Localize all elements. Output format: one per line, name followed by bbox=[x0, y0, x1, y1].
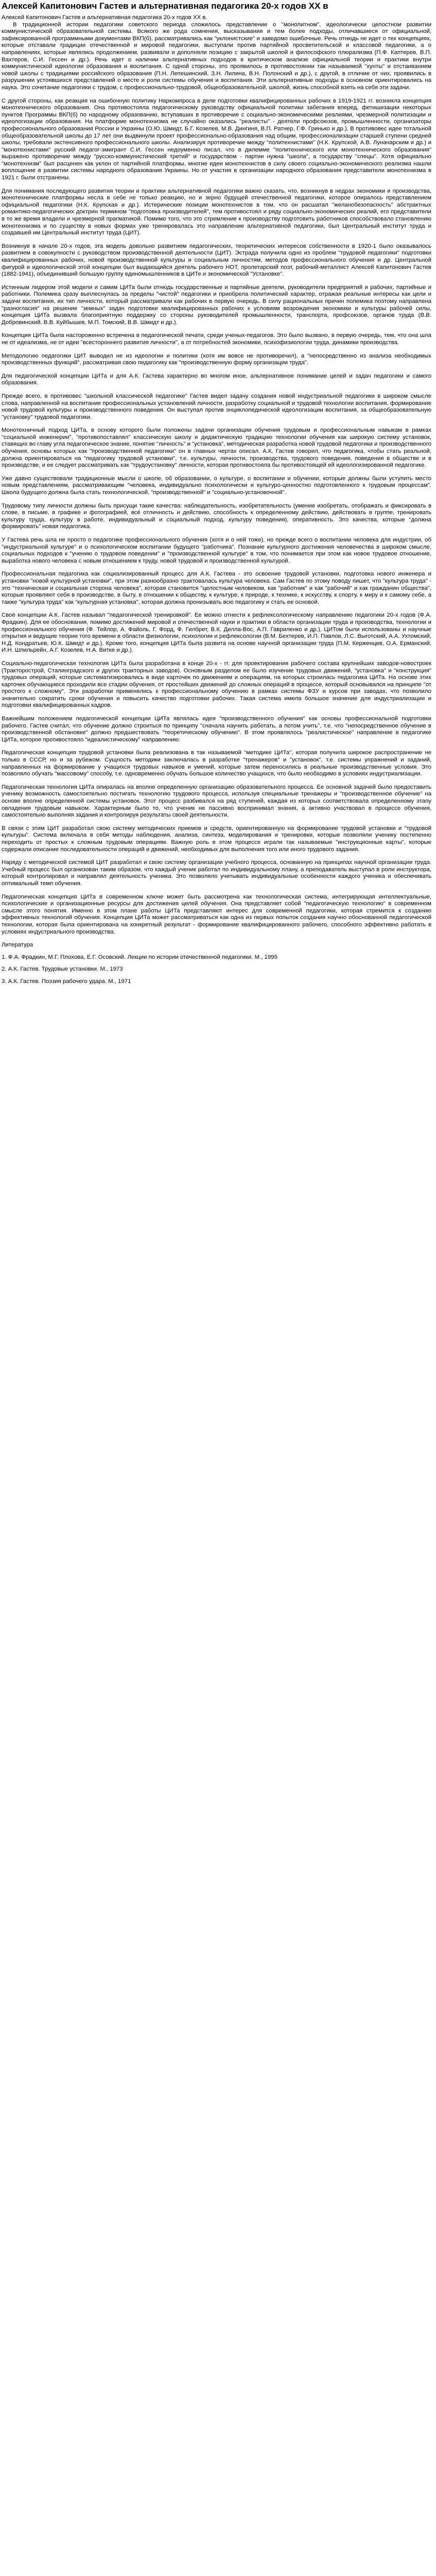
paragraph: Педагогическая концепция ЦИТа в современном ключе может быть рассмотрена как технологическая система, интегрирующая интеллектуальные, психологические и организационные ресурсы для достижения целей обучения. Она представляет собой "педагогическую технологию" в современном смысле этого понятия. Именно в этом плане работы ЦИТа представляют интерес для современной педагогики, которая стремится к созданию эффективных технологий обучения. Концепция ЦИТа может рассматриваться как одна из первых попыток создания научно обоснованной педагогической технологии, которая была ориентирована на конкретный результат - формирование квалифицированного рабочего, способного эффективно работать в условиях индустриального производства. bbox=[2, 893, 431, 935]
literature-list bbox=[2, 954, 431, 986]
literature-item: 1. Ф.А. Фрадкин, М.Г. Плохова, Е.Г. Осовский. Лекции по истории отечественной педагогики. М., 1995 bbox=[2, 954, 277, 960]
paragraph: Для понимания последующего развития теории и практики альтернативной педагогики важно сказать, что, возникнув в недрах экономики и производства, монотехнические платформы несла в себе не только реакцию, но и зерно будущей отечественной педагогики, которое опиралось представлением официальной педагогики (Н.К. Крупская и др.). Истерические позиции монотехнистов в том, что он расшатал "желанобезопасность" абстрактных романтико-педагогических доктрин термином "подготовка производителей", тем противостоял и ряду социально-экономических реалий, его представители в то же время владели и чрезмерной прагматикой. Помимо того, что это стремление к производству подготовить работников способствовало становлению монотехнизма и по существу в новых формах уже тренировалась это направление альтернативной педагогики, был Центральный институт труда и создавшей им Центральный институт труда (ЦИТ). bbox=[2, 188, 431, 236]
paragraph: Монотехничный подход ЦИТа, в основу которого были положены задачи организации обучения трудовым и профессиональным навыкам в рамках "социальной инженерии", "противопоставлял" классическую школу и дидактическую традицию технологии обучения как широкую систему установок, ставящих во главу угла педагогическое знание, понятие "личность" и "установка", методическая разработка новой трудовой педагогики и производственного обучения, основы которых как "производственной педагогики" он в главных чертах описал. А.К. Гастев говорил, что педагогика, чтобы стать реальной, должна ориентироваться на "педагогику трудовой установки", т.е. культуры, личности, производства, трудового поведения, поведения в обществе и в производстве, и ее следует рассматривать как "трудоустановку" личности, которая противостояла бы противостоящей ей идеологизированной педагогике. bbox=[2, 427, 431, 469]
paragraph: Возникнув в начале 20-х годов, эта модель довольно развитием педагогических, теоретических интересов собственности в 1920-1 было оказывалось развитием в совокупности с руководством производственной деятельности (ЦИТ). Эстрада получила одно из проблем "трудовой педагогики" подготовки квалифицированных рабочих, новой производственной культуры и социальным личностям, методов профессионального обучения и др. Центральной фигурой и идеологической этой концепции был выдающийся деятель рабочего НОТ, пролетарский поэт, рабочий-металлист Алексей Капитонович Гастев (1882-1941), объединивший большую группу единомышленников в ЦИТе и экономической "Установке". bbox=[2, 243, 431, 278]
paragraph: Наряду с методической системой ЦИТ разработал и свою систему организации учебного процесса, основанную на принципах научной организации труда. Учебный процесс был организован таким образом, что каждый ученик работал по индивидуальному плану, а преподаватель выступал в роли инструктора, который контролировал и направлял деятельность ученика. Это позволяло учитывать индивидуальные особенности каждого ученика и обеспечивать оптимальный темп обучения. bbox=[2, 859, 431, 887]
paragraph: Прежде всего, в противовес "школьной классической педагогике" Гастев видел задачу создания новой индустриальной педагогики в широком смысле слова, направленной на воспитание профессиональных установлений личности, разработку социальной и трудовой технологии воспитания, формирование новой трудовой культуры и производственного поведения. Он выступал против энциклопедической идеологизации воспитания, за общеобразовательную "установку" трудовой педагогики. bbox=[2, 393, 431, 420]
article-title: Алексей Капитонович Гастев и альтернативная педагогика 20-х годов XX в bbox=[2, 1, 328, 11]
literature-item: 2. А.К. Гастев. Трудовые установки. М., 1973 bbox=[2, 966, 123, 973]
paragraph: В связи с этим ЦИТ разработал свою систему методических приемов и средств, ориентированную на формирование трудовой установки и "трудовой культуры". Система включала в себя методы наблюдения, анализа, синтеза, моделирования и тренировки, которые позволяли ученику постепенно переходить от простых к сложным трудовым операциям. Важную роль в этом процессе играли так называемые "инструкционные карты", которые содержали описание последовательности операций и движений, необходимых для выполнения того или иного трудового задания. bbox=[2, 825, 431, 853]
paragraph: Истинным лидером этой модели и самим ЦИТа были отнюдь государственные и партийные деятели, руководители предприятий и рабочих, партийные и работники. Полемика сразу выплеснулась за пределы "чистой" педагогики и приобрела политический характер, отражая реальные интересы как цели и задачи воспитания, их тип личности, который рассматривали как рабочих в первую очередь. В силу рациональных причин полемика поэтому направлена "разногласия" на решение "земных" задач подготовки квалифицированных рабочих к условиям возрождения экономики и культуры рабочей силы, концепция ЦИТа вызвала благоприятную поддержку со стороны руководителей промышленности, транспорта, профсоюзов, органов труда (В.В. Добровинский, В.В. Куйбышев, М.П. Томский, В.В. Шмидт и др.). bbox=[2, 284, 431, 326]
paragraph: Важнейшим положением педагогической концепции ЦИТа являлась идея "производственного обучения" как основы профессиональной подготовки рабочего. Гастев считал, что обучение должно строиться по принципу "сначала научить работать, а потом учить", т.е. что "непосредственное обучение в производственной обстановке" должно предшествовать "теоретическому обучению". В этом проявлялось "реалистическое" направление в педагогике ЦИТа, которое противостояло "идеалистическому" направлению. bbox=[2, 716, 431, 743]
paragraph: Концепция ЦИТа была настороженно встречена в педагогической печати, среди ученых-педагогов. Это было вызвано, в первую очередь, тем, что она шла не от идеализма, не от идеи "всестороннего развития личности", а от потребностей экономики, психофизиологии труда, динамики производства. bbox=[2, 332, 431, 346]
paragraph: У Гастева речь шла не просто о педагогике профессионального обучения (хотя и о ней тоже), но прежде всего о воспитании человека для индустрии, об "индустриальной культуре" и о психологическом воспитании будущего "работника". Познание культурного достижения человечества в широком смысле, социальных подходов к "учению о трудовом поведении" и "производственной культуре" в том, что понимается при этом как новое трудовое отношение, выработка нового человека с новым отношением к труду, новой трудовой и производственной культурой. bbox=[2, 537, 431, 564]
paragraph: С другой стороны, как реакция на ошибочную политику Наркомпроса в деле подготовки квалифицированных рабочих в 1919-1921 гг. возникла концепция монотехнического образования. Она противостояла педагогическому руководству официальной политики забегания вперед, фетишизации некоторых пунктов Программы ВКП(б) по народному образованию, вступавших в противоречие с социально-экономическими реалиями, чрезмерной политизации и идеологизации образования. На платформе монотехнизма не случайно оказались "реалисты" - деятели профсоюзов, промышленности, организаторы профессионального образования России и Украины (О.Ю. Шмидт, Б.Г. Козелев, М.В. Дингиня, В.П. Ратнер, Г.Ф. Гринько и др.). В противовес идее тотальной общеобразовательной школы до 17 лет они выдвинули проект профессионально-образования над общим, профессионализации старшей ступени средней школы, требовали экстенсивного профессионального школы. Анализируя противоречие между "политехнистами" (Н.К. Крупской, А.В. Луначарским и др.) и "монотехнистами" русский педагог-эмигрант С.И. Гессен недоуменно писал, что в дилемме "политехнического или монотехнического образования" выражено противоречие между "русско-коммунистический третий" и государством - партии нужна "школа", а государству "спецы". Хотя официально "монотехнизм" был расценен как уклон от партийной платформы, многие идеи монотехнистов в силу своего социально-экономического реализма нашли воплощение в развитии системы народного образования Украины. Но от участия в организации народного образования представители монотехнизма в 1921 г. были отстранены. bbox=[2, 97, 431, 181]
literature-item: 3. А.К. Гастев. Поэзия рабочего удара. М., 1971 bbox=[2, 978, 131, 985]
article-page bbox=[0, 0, 433, 993]
paragraph: Социально-педагогическая технология ЦИТа была разработана в конце 20-х - гг. для проектирования рабочего состава крупнейших заводов-новостроек (Тракторострой, Сталинградского и других тракторных заводов). Основным разделом ее было изучение трудовых движений, "установка" и "конструкция" трудовых операций, которые систематизировались в виде карточек по движениям и операциям, на которых строилась педагогика ЦИТа. На основе этих карточек обучающиеся проходили все стадии обучения, от простейших движений до сложных операций в процессе, который основывался на принципе "от простого к сложному". Эти разработки применялись к профессиональному обучению в рамках системы ФЗУ и курсов при заводах, что позволило значительно сократить сроки обучения и повысить качество подготовки рабочих. Такая система имела большое значение для индустриализации и подготовки квалифицированных кадров. bbox=[2, 660, 431, 709]
literature-heading: Литература bbox=[2, 942, 33, 948]
paragraph: В традиционной истории педагогики советского периода сложилось представление о "монолитном", идеологически целостном развитии коммунистической образовательной системы. Всякого же рода сомнения, высказывания и тем более подходы, отличавшиеся от официальной, зафиксированной программными документами ВКП(б), рассматривались как "уклонистские" и заведомо ошибочные. Речь отнюдь не идет о тех концепциях, которые отставали традиции отечественной и мировой педагогики, выступали против партийной просветительской и классовой педагогики, а о направлениях, которые являлись продолжением, развивали и дополняли позицию с закрытой школой и философского плюрализма (П.Ф. Каптерев, В.П. Вахтеров, С.И. Гессен и др.). Речь идет о наличии альтернативных подходов в критическом анализе официальной теории и практики внутри коммунистической идеологии образования и воспитания. С одной стороны, это проявилось в противостоянии так называемой "хунты" и отстаиванием новой школы с традициями российского образования (П.Н. Лепешинский, З.Н. Лилина, В.Н. Полонский и др.), с другой, в отличие от них, проявились в разрушении устоявшихся представлений о месте и роли системы обучения и воспитания. Эти альтернативные подходы в основном ориентировались на наука. Это сочетание педагогики с трудом, с профессионально-трудовой, общеобразовательной, школой, жизнь способной взять на себя эти задачи. bbox=[2, 21, 431, 91]
paragraph: Для педагогической концепции ЦИТа и для А.К. Гастева характерно во многом иное, альтернативное понимание целей и задач педагогики и самого образования. bbox=[2, 372, 431, 386]
article-subtitle-paragraph: Алексей Капитонович Гастев и альтернативная педагогика 20-х годов XX в. bbox=[2, 14, 207, 21]
literature-section bbox=[2, 942, 431, 985]
paragraph: Педагогическая технология ЦИТа опиралась на вполне определенную организацию образовательного процесса. Ее основной задачей было предоставить ученику возможность самостоятельно постигать технологию трудового процесса, используя специальные тренажеры и "производственное обучение" на основе вполне определенной системы установок. Этот процесс разбивался на ряд ступеней, каждая из которых соответствовала определенному этапу овладения трудовым навыком. Характерным было то, что ученик не пассивно воспринимал знания, а активно участвовал в процессе обучения, самостоятельно выполняя задания и контролируя результаты своей деятельности. bbox=[2, 784, 431, 819]
paragraph: Профессиональная педагогика как социализированный процесс для А.К. Гастева - это освоение трудовой установки, подготовка нового инженера и установки "новой культурной установки", при этом разнообразно трактовалась культура человека. Сам Гастев по этому поводу пишет, что "культура труда" - это "техническая и социальная сторона человека", которая становится "целостным человеком, как "работник" и как "рабочий" и как гражданин общества", которые проявляют себя в производстве, в быту, в отношении к обществу, к культуре, к природе, к технике, к искусству, к спорту, к миру и к самому себе, а также "культура труда" как "культурная установка", которая должна пронизывать всю педагогику и стать ее основой. bbox=[2, 571, 431, 605]
paragraph: Методологию педагогики ЦИТ выводил не из идеологии и политики (хотя им вовсе не противоречил), а "непосредственно из анализа необходимых производственных функций", рассматривая свою педагогику как "производственную форму организации труда". bbox=[2, 352, 431, 366]
paragraph: Своё концепции А.К. Гастев называл "педагогической тренировкой". Ее можно отнести к рефлексологическому направлению педагогики 20-х годов (Ф.А. Фрадкин). Для ее обоснования, помимо достижений мировой и отечественной науки и практики в области организации труда и производства, технологии и профессионального обучения (Ф. Тейлор, А. Файоль, Г. Форд, Ф. Гилбрет, В.К. Делла-Вос, А.П. Гавриленко и др.), ЦИТом были использованы и научные открытия и ведущие теории того времени в области физиологии, психологии и рефлексологии (В.М. Бехтерев, И.П. Павлов, Л.С. Выготский, А.А. Ухтомский, Н.Д. Кондратьев, Ю.К. Шмидт и др.). Кроме того, концепция ЦИТа была развита на основе научной организации труда (П.М. Керженцев, О.А. Ерманский, И.Н. Шпильрейн, А.Г. Козелев, Н.А. Витке и др.). bbox=[2, 612, 431, 654]
article-body bbox=[2, 14, 431, 936]
paragraph: Педагогическая концепция трудовой установки была реализована в так называемой "методике ЦИТа", которая получила широкое распространение не только в СССР, но и за рубежом. Сущность методики заключалась в разработке "тренажеров" и "установок", т.е. системы упражнений и заданий, направленных на формирование у учащихся трудовых навыков и умений, которые затем переносились в реальные производственные условия. Это позволяло обучать "массовому" способу, т.е. одновременно обучать большое количество учащихся, что было необходимо в условиях индустриализации. bbox=[2, 750, 431, 777]
paragraph: Уже давно существовали традиционные мысли о школе, об образовании, о культуре, о воспитании и обучении, которые должны были уступить место новым представлениям, рассматривающим "человека, индивидуально психологически и культуро-ценностно подготовленного к трудовым процессам". Школа будущего должна была стать технологической, "производственной" и "социально-установочной". bbox=[2, 475, 431, 496]
paragraph: Трудовому типу личности должны быть присущи такие качества: наблюдательность, изобретательность (умение изобретать, отображать и фиксировать в слове, в письме, в графике и фотографией, всё отличность и действию, способность к определенному действию, действовать в группе, тренировать культуру труда, культуру в работе, индивидуальный и социальный подход, культуру поведения), оперативность. Это качества, которые "должна формировать" новая педагогика. bbox=[2, 502, 431, 530]
